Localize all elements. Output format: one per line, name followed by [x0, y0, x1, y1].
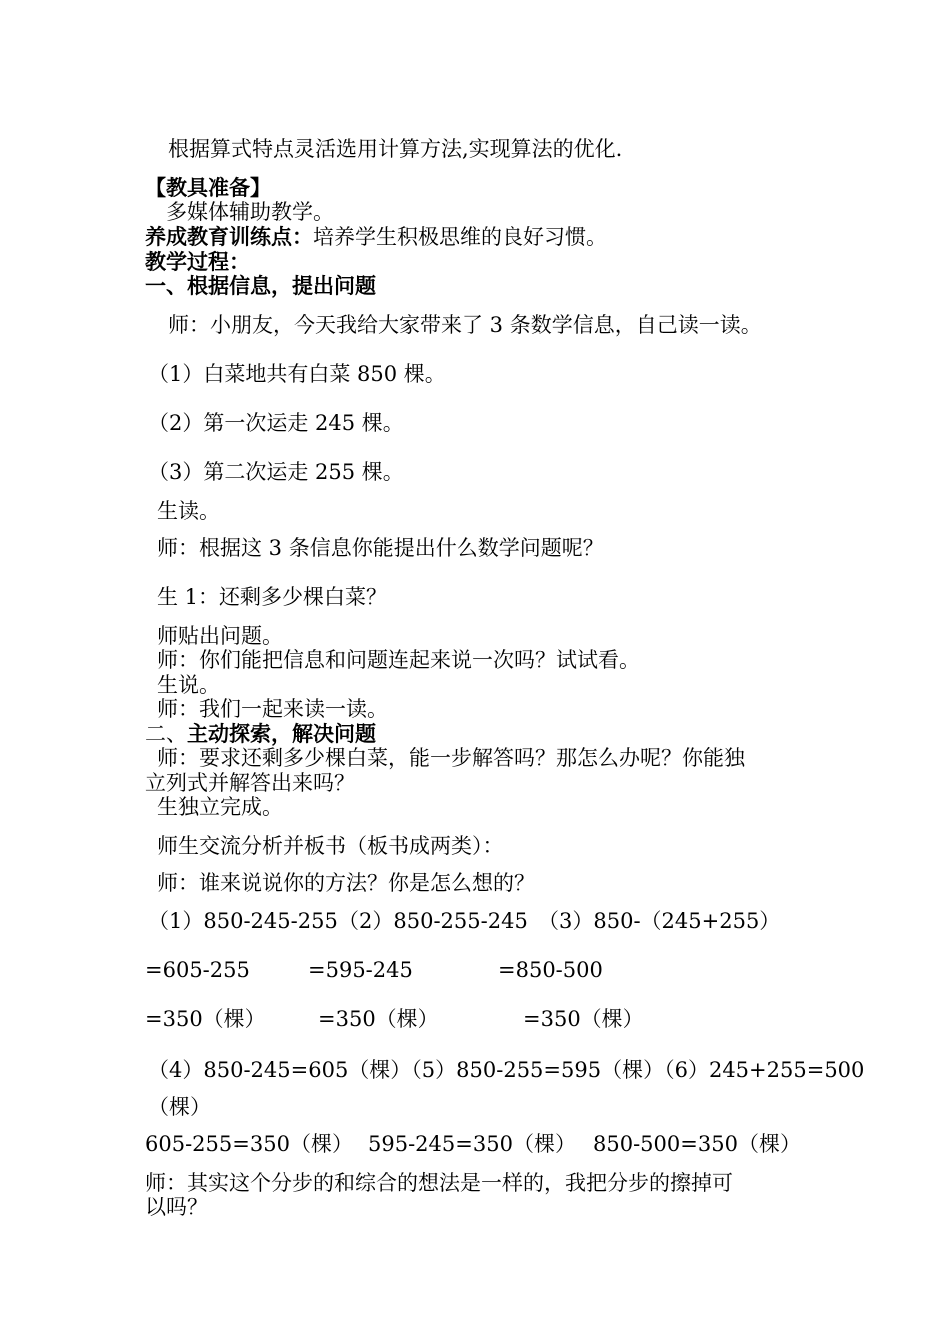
habit-training-line — [145, 225, 607, 249]
info-item-3: （3）第二次运走 255 棵。 — [148, 460, 404, 484]
method-3-expression: （3）850-（245+255） — [538, 909, 781, 933]
method-2-result: =350（棵） — [318, 1007, 439, 1031]
materials-text: 多媒体辅助教学。 — [145, 200, 334, 224]
info-item-1: （1）白菜地共有白菜 850 棵。 — [148, 362, 446, 386]
paragraph-line: 师：根据这 3 条信息你能提出什么数学问题呢？ — [157, 536, 604, 560]
section-title: 主动探索，解决问题 — [187, 721, 376, 746]
paragraph-line: 生说。 — [157, 673, 220, 697]
method-5-step-2: 595-245=350（棵） — [368, 1132, 576, 1156]
method-3-result: =350（棵） — [523, 1007, 644, 1031]
paragraph-line: 生读。 — [157, 499, 220, 523]
paragraph-line: 生 1：还剩多少棵白菜？ — [157, 585, 388, 609]
paragraph-line: 师贴出问题。 — [157, 624, 283, 648]
section-heading-materials: 【教具准备】 — [145, 175, 271, 200]
paragraph-line: 师：小朋友，今天我给大家带来了 3 条数学信息，自己读一读。 — [147, 313, 762, 337]
method-2-step-1: =595-245 — [308, 958, 413, 982]
method-1-step-1: =605-255 — [145, 958, 250, 982]
section-heading-part-one: 一、根据信息，提出问题 — [145, 273, 376, 298]
paragraph-line: 生独立完成。 — [157, 795, 283, 819]
paragraph-line: 以吗？ — [145, 1195, 208, 1219]
method-2-expression: （2）850-255-245 — [338, 909, 528, 933]
method-4-step-2: 605-255=350（棵） — [145, 1132, 353, 1156]
paragraph-line: 师：要求还剩多少棵白菜，能一步解答吗？那怎么办呢？你能独 — [157, 746, 745, 770]
paragraph-line: 师：我们一起来读一读。 — [157, 697, 388, 721]
method-1-result: =350（棵） — [145, 1007, 266, 1031]
habit-training-label: 养成教育训练点： — [145, 224, 313, 249]
paragraph-line: 师：其实这个分步的和综合的想法是一样的，我把分步的擦掉可 — [145, 1171, 733, 1195]
method-6-step-2: 850-500=350（棵） — [593, 1132, 801, 1156]
paragraph-line: 立列式并解答出来吗？ — [145, 771, 355, 795]
objective-line: 根据算式特点灵活选用计算方法,实现算法的优化. — [147, 137, 623, 161]
methods-4-6-unit: （棵） — [148, 1095, 211, 1119]
method-1-expression: （1）850-245-255 — [148, 909, 338, 933]
habit-training-text: 培养学生积极思维的良好习惯。 — [313, 225, 607, 249]
section-heading-process: 教学过程： — [145, 249, 250, 274]
methods-4-6-line: （4）850-245=605（棵）（5）850-255=595（棵）（6）245+255=500 — [148, 1058, 865, 1082]
info-item-2: （2）第一次运走 245 棵。 — [148, 411, 404, 435]
section-heading-part-two — [145, 722, 376, 746]
paragraph-line: 师：谁来说说你的方法？你是怎么想的？ — [157, 871, 535, 895]
section-number: 二、 — [145, 722, 187, 746]
paragraph-line: 师生交流分析并板书（板书成两类）： — [157, 834, 504, 858]
paragraph-line: 师：你们能把信息和问题连起来说一次吗？试试看。 — [157, 648, 640, 672]
method-3-step-1: =850-500 — [498, 958, 603, 982]
